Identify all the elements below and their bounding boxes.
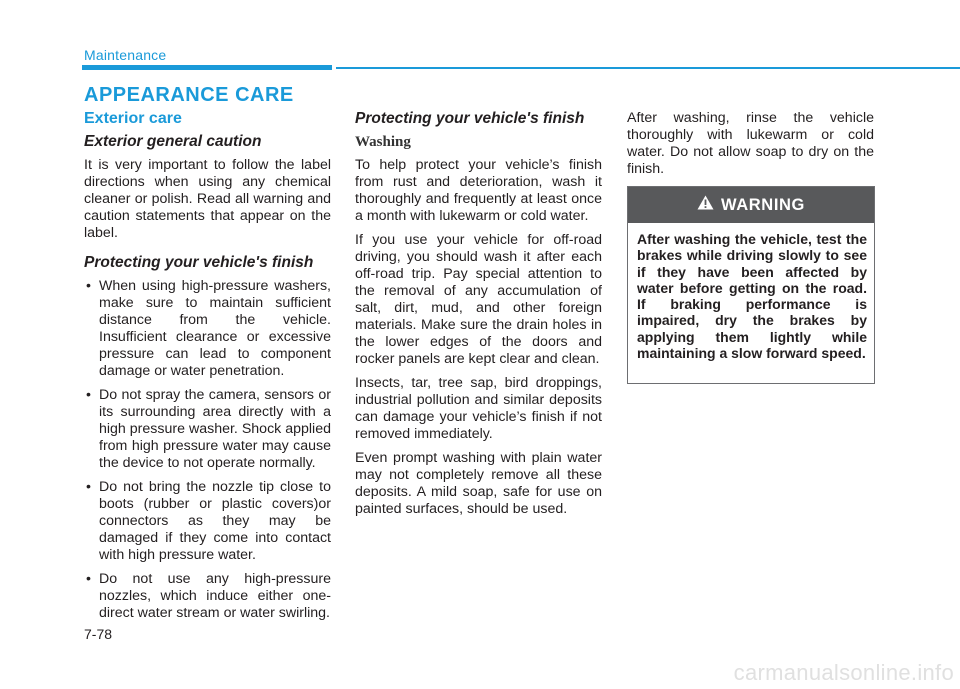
warning-box — [627, 186, 875, 384]
caution-bullet-list — [84, 278, 331, 622]
column-2 — [355, 110, 602, 525]
rinse-paragraph: After washing, rinse the vehicle thoroughly with lukewarm or cold water. Do not allow soap to dry on the finish. — [627, 110, 874, 177]
warning-text: After washing the vehicle, test the brakes while driving slowly to see if they have been affected by water before getting on the road. If braking performance is impaired, dry the brakes by applying them lightly while maintaining a slow forward speed. — [637, 231, 867, 362]
washing-paragraph: To help protect your vehicle’s finish from rust and deterioration, wash it thoroughly and frequently at least once a month with lukewarm or cold water. — [355, 157, 602, 224]
finish-heading-2: Protecting your vehicle's finish — [355, 110, 585, 127]
warning-triangle-icon — [697, 195, 714, 215]
washing-paragraph: If you use your vehicle for off-road driving, you should wash it after each off-road trip. Pay special attention to the removal of any accumulation of salt, dirt, mud, and other foreign materials. Make sure the drain holes in the lower edges of the doors and rocker panels are kept clear and clean. — [355, 232, 602, 367]
header-rule-thick — [82, 65, 332, 70]
column-1 — [84, 110, 331, 629]
washing-paragraph: Even prompt washing with plain water may not completely remove all these deposits. A mild soap, safe for use on painted surfaces, should be used. — [355, 450, 602, 517]
finish-heading-1: Protecting your vehicle's finish — [84, 254, 314, 271]
general-caution-paragraph: It is very important to follow the label directions when using any chemical cleaner or polish. Read all warning and caution statements that appear on the label. — [84, 157, 331, 241]
page-title: APPEARANCE CARE — [84, 84, 294, 106]
exterior-care-heading: Exterior care — [84, 110, 182, 127]
section-label: Maintenance — [84, 47, 167, 63]
warning-title: WARNING — [721, 195, 805, 214]
washing-paragraph: Insects, tar, tree sap, bird droppings, industrial pollution and similar deposits can damage your vehicle’s finish if not removed immediately. — [355, 375, 602, 442]
general-caution-heading: Exterior general caution — [84, 133, 262, 150]
watermark: carmanualsonline.info — [733, 660, 954, 685]
washing-heading: Washing — [355, 134, 411, 150]
bullet-item: • Do not use any high-pressure nozzles, which induce either one-direct water stream or water swirling. — [84, 571, 331, 622]
bullet-item: • Do not spray the camera, sensors or its surrounding area directly with a high pressure washer. Shock applied from high pressure water may cause the device to not operate normally. — [84, 387, 331, 472]
column-3 — [627, 110, 874, 185]
header-rule-thin — [336, 67, 960, 69]
bullet-item: • Do not bring the nozzle tip close to boots (rubber or plastic covers)or connectors as they may be damaged if they come into contact with high pressure water. — [84, 479, 331, 564]
page-number: 7-78 — [84, 626, 113, 642]
bullet-item: • When using high-pressure washers, make sure to maintain sufficient distance from the vehicle. Insufficient clearance or excessive pressure can lead to component damage or water penetration. — [84, 278, 331, 380]
warning-header — [628, 187, 874, 223]
